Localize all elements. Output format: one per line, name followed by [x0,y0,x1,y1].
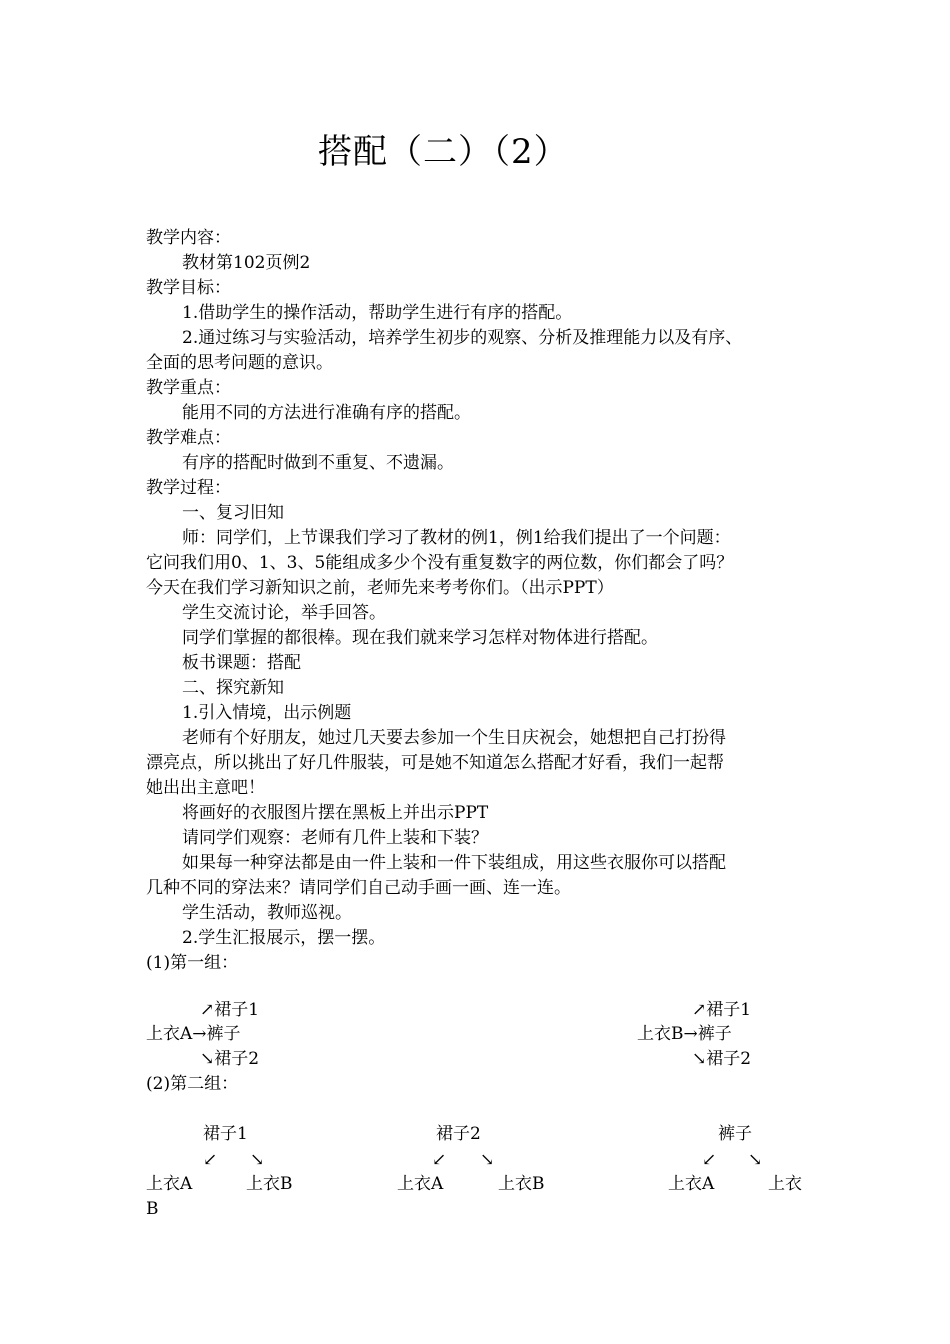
paragraph-line: 老师有个好朋友，她过几天要去参加一个生日庆祝会，她想把自己打扮得 [182,728,726,748]
paragraph-line: 1.引入情境，出示例题 [182,703,352,723]
group1-b-skirt2: ↘裙子2 [692,1049,752,1069]
group2-pants: 裤子 [718,1124,752,1144]
group1-b-skirt1: ↗裙子1 [692,1000,752,1020]
paragraph-line: 师：同学们，上节课我们学习了教材的例1，例1给我们提出了一个问题： [182,528,731,548]
group2-wrap-b: B [146,1199,159,1219]
paragraph-line: 今天在我们学习新知识之前，老师先来考考你们。（出示PPT） [146,578,614,598]
content-text: 教材第102页例2 [182,253,311,273]
group2-top-b: 上衣B [246,1174,293,1194]
paragraph-line: 学生活动，教师巡视。 [182,903,352,923]
group2-arrow-right: ↘ [748,1150,763,1170]
group2-arrow-left: ↙ [203,1150,218,1170]
key-points-text: 能用不同的方法进行准确有序的搭配。 [182,403,471,423]
heading-process: 教学过程： [146,478,231,498]
group2-arrow-right: ↘ [480,1150,495,1170]
paragraph-line: 2.学生汇报展示，摆一摆。 [182,928,386,948]
group1-a-pants: 上衣A→裤子 [146,1024,241,1044]
goal-2-cont: 全面的思考问题的意识。 [146,353,333,373]
group2-top-partial: 上衣 [768,1174,802,1194]
group2-arrow-left: ↙ [432,1150,447,1170]
paragraph-line: 漂亮点，所以挑出了好几件服装，可是她不知道怎么搭配才好看，我们一起帮 [146,753,724,773]
heading-content: 教学内容： [146,228,231,248]
group2-skirt1: 裙子1 [203,1124,248,1144]
group1-a-skirt1: ↗裙子1 [200,1000,260,1020]
paragraph-line: 学生交流讨论，举手回答。 [182,603,386,623]
paragraph-line: 将画好的衣服图片摆在黑板上并出示PPT [182,803,489,823]
goal-2: 2.通过练习与实验活动，培养学生初步的观察、分析及推理能力以及有序、 [182,328,743,348]
section-explore: 二、探究新知 [182,678,284,698]
group1-b-pants: 上衣B→裤子 [637,1024,732,1044]
goal-1: 1.借助学生的操作活动，帮助学生进行有序的搭配。 [182,303,573,323]
group2-top-a: 上衣A [668,1174,715,1194]
group2-skirt2: 裙子2 [436,1124,481,1144]
paragraph-line: 请同学们观察：老师有几件上装和下装？ [182,828,488,848]
heading-difficulties: 教学难点： [146,428,231,448]
paragraph-line: 板书课题：搭配 [182,653,301,673]
paragraph-line: 同学们掌握的都很棒。现在我们就来学习怎样对物体进行搭配。 [182,628,658,648]
group2-top-a: 上衣A [397,1174,444,1194]
group2-top-b: 上衣B [498,1174,545,1194]
heading-key-points: 教学重点： [146,378,231,398]
section-review: 一、复习旧知 [182,503,284,523]
heading-goals: 教学目标： [146,278,231,298]
paragraph-line: 几种不同的穿法来？请同学们自己动手画一画、连一连。 [146,878,571,898]
group1-a-skirt2: ↘裙子2 [200,1049,260,1069]
group-2-label: (2)第二组： [146,1074,239,1094]
group2-arrow-left: ↙ [702,1150,717,1170]
group-1-label: (1)第一组： [146,953,239,973]
page-title: 搭配（二）（2） [318,132,569,172]
difficulties-text: 有序的搭配时做到不重复、不遗漏。 [182,453,454,473]
paragraph-line: 它问我们用0、1、3、5能组成多少个没有重复数字的两位数，你们都会了吗？ [146,553,734,573]
group2-top-a: 上衣A [146,1174,193,1194]
paragraph-line: 如果每一种穿法都是由一件上装和一件下装组成，用这些衣服你可以搭配 [182,853,726,873]
paragraph-line: 她出出主意吧！ [146,778,265,798]
group2-arrow-right: ↘ [250,1150,265,1170]
